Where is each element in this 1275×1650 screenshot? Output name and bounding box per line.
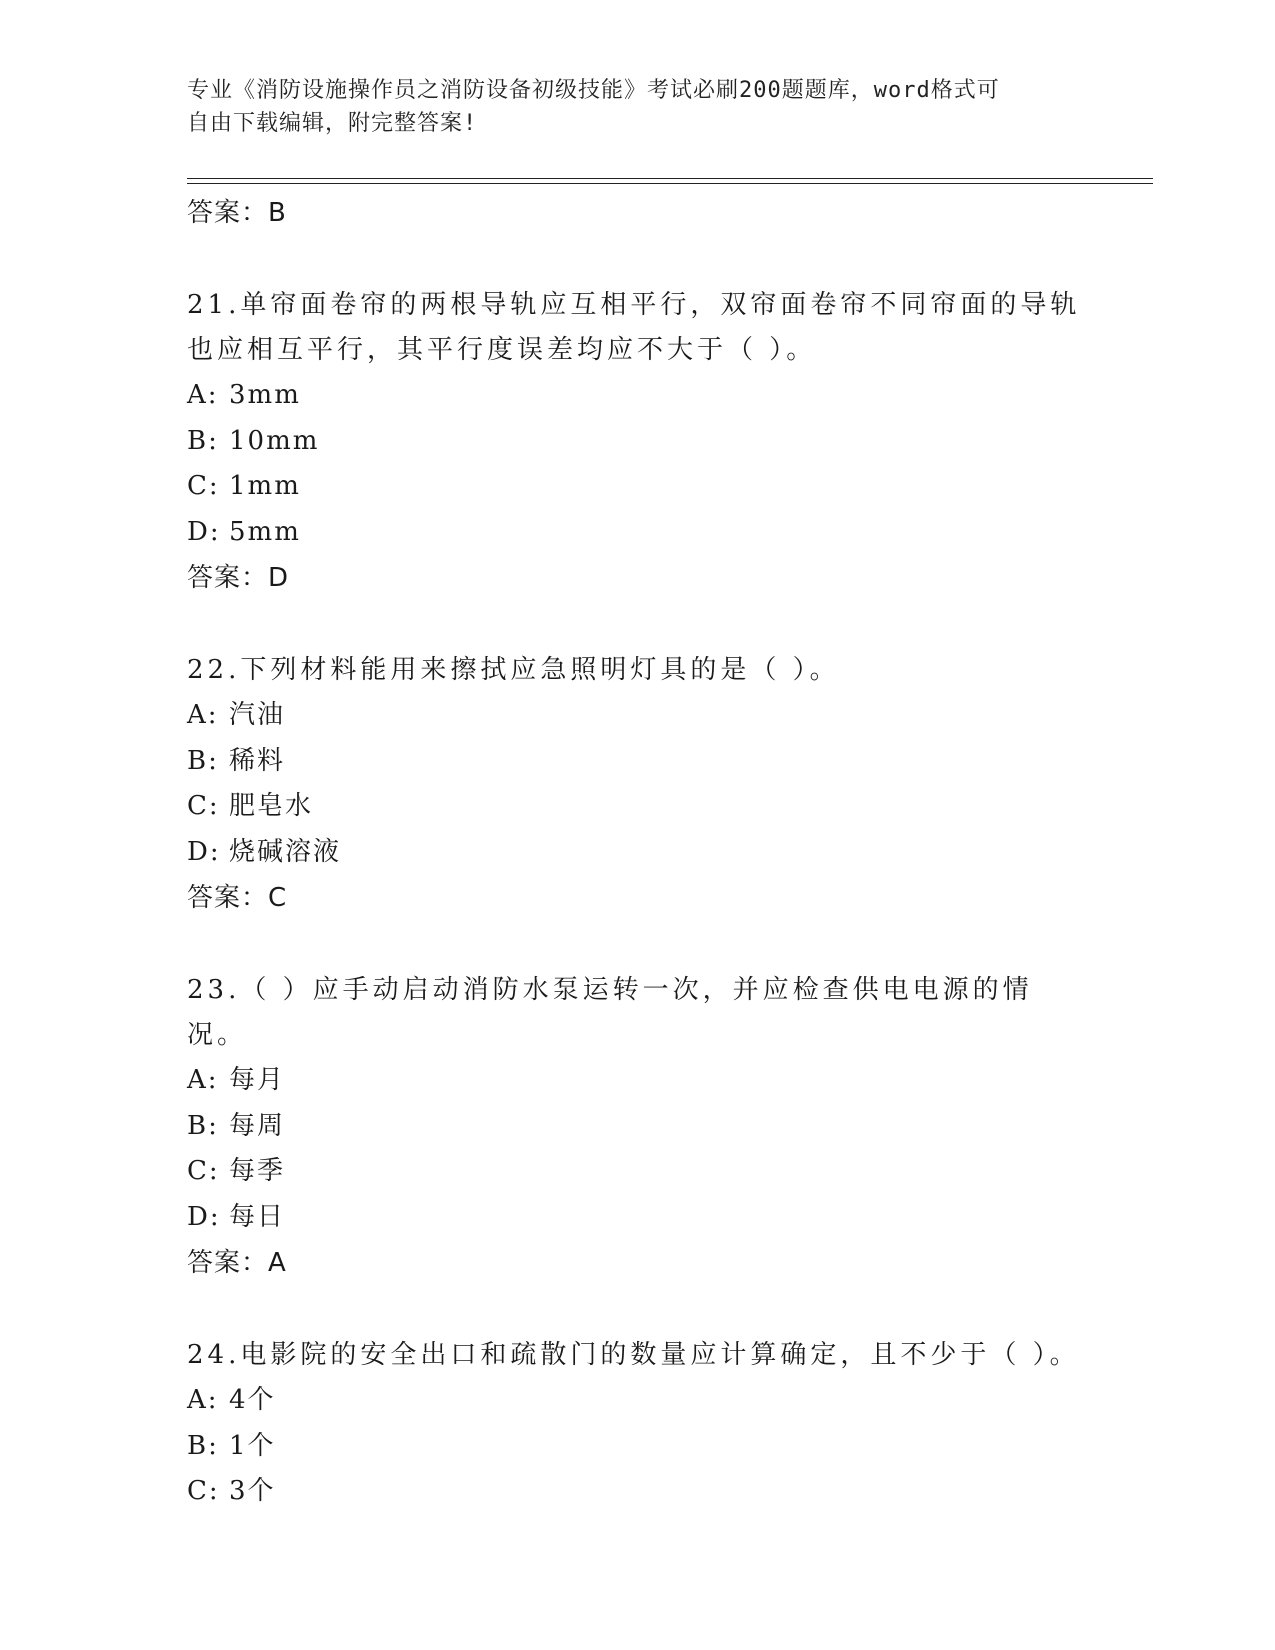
option-text: 10mm [229, 425, 320, 456]
option-key: A: [187, 700, 219, 730]
option-key: A: [187, 1065, 219, 1095]
option-key: B: [187, 1110, 219, 1141]
spacer [187, 601, 1087, 648]
option-text: 1mm [229, 471, 301, 501]
option-c [187, 1469, 1087, 1515]
option-text: 每周 [229, 1110, 286, 1141]
option-text: 5mm [229, 516, 301, 547]
option-text: 稀料 [229, 745, 286, 776]
option-key: D: [187, 516, 221, 547]
option-c [187, 784, 1087, 830]
option-key: D: [187, 1201, 221, 1232]
question-21 [187, 283, 1087, 601]
question-22 [187, 648, 1087, 921]
answer-line: 答案：D [187, 563, 290, 593]
answer-line: 答案：A [187, 1248, 287, 1278]
option-key: C: [187, 1476, 220, 1506]
option-c [187, 464, 1087, 510]
spacer [187, 236, 1087, 283]
option-d [187, 1195, 1087, 1241]
option-text: 汽油 [229, 700, 286, 730]
option-c [187, 1149, 1087, 1195]
option-a [187, 1378, 1087, 1424]
option-text: 3mm [229, 380, 301, 410]
spacer [187, 921, 1087, 968]
option-key: A: [187, 380, 219, 410]
question-stem: 21.单帘面卷帘的两根导轨应互相平行，双帘面卷帘不同帘面的导轨也应相互平行，其平行度误差均应不大于（ ）。 [187, 290, 1081, 365]
option-key: B: [187, 745, 219, 776]
option-key: D: [187, 836, 221, 867]
option-text: 4个 [229, 1385, 276, 1415]
question-stem: 23.（ ）应手动启动消防水泵运转一次，并应检查供电电源的情况。 [187, 975, 1033, 1050]
question-stem: 22.下列材料能用来擦拭应急照明灯具的是（ ）。 [187, 655, 840, 685]
option-text: 每季 [229, 1156, 286, 1186]
header-rule-bottom [187, 183, 1153, 184]
option-key: C: [187, 471, 220, 501]
option-key: C: [187, 791, 220, 821]
option-b [187, 419, 1087, 465]
header-line-2: 自由下载编辑，附完整答案! [187, 111, 478, 136]
answer-line: 答案：C [187, 883, 288, 913]
option-b [187, 739, 1087, 785]
option-a [187, 693, 1087, 739]
option-key: B: [187, 1430, 219, 1461]
option-text: 1个 [229, 1430, 276, 1461]
option-text: 每月 [229, 1065, 286, 1095]
question-stem: 24.电影院的安全出口和疏散门的数量应计算确定，且不少于（ ）。 [187, 1340, 1080, 1370]
option-d [187, 830, 1087, 876]
option-key: B: [187, 425, 219, 456]
page-header [187, 74, 1087, 140]
question-list [187, 190, 1087, 1515]
question-24 [187, 1333, 1087, 1515]
option-text: 3个 [229, 1476, 276, 1506]
option-a [187, 1058, 1087, 1104]
option-text: 肥皂水 [229, 791, 314, 821]
option-key: A: [187, 1385, 219, 1415]
option-b [187, 1104, 1087, 1150]
question-23 [187, 968, 1087, 1286]
answer-line-previous: 答案：B [187, 198, 287, 228]
option-a [187, 373, 1087, 419]
option-text: 烧碱溶液 [229, 836, 342, 867]
spacer [187, 1286, 1087, 1333]
option-key: C: [187, 1156, 220, 1186]
option-d [187, 510, 1087, 556]
header-rule-top [187, 178, 1153, 179]
header-line-1: 专业《消防设施操作员之消防设备初级技能》考试必刷200题题库，word格式可 [187, 78, 1000, 103]
option-text: 每日 [229, 1201, 286, 1232]
option-b [187, 1424, 1087, 1470]
